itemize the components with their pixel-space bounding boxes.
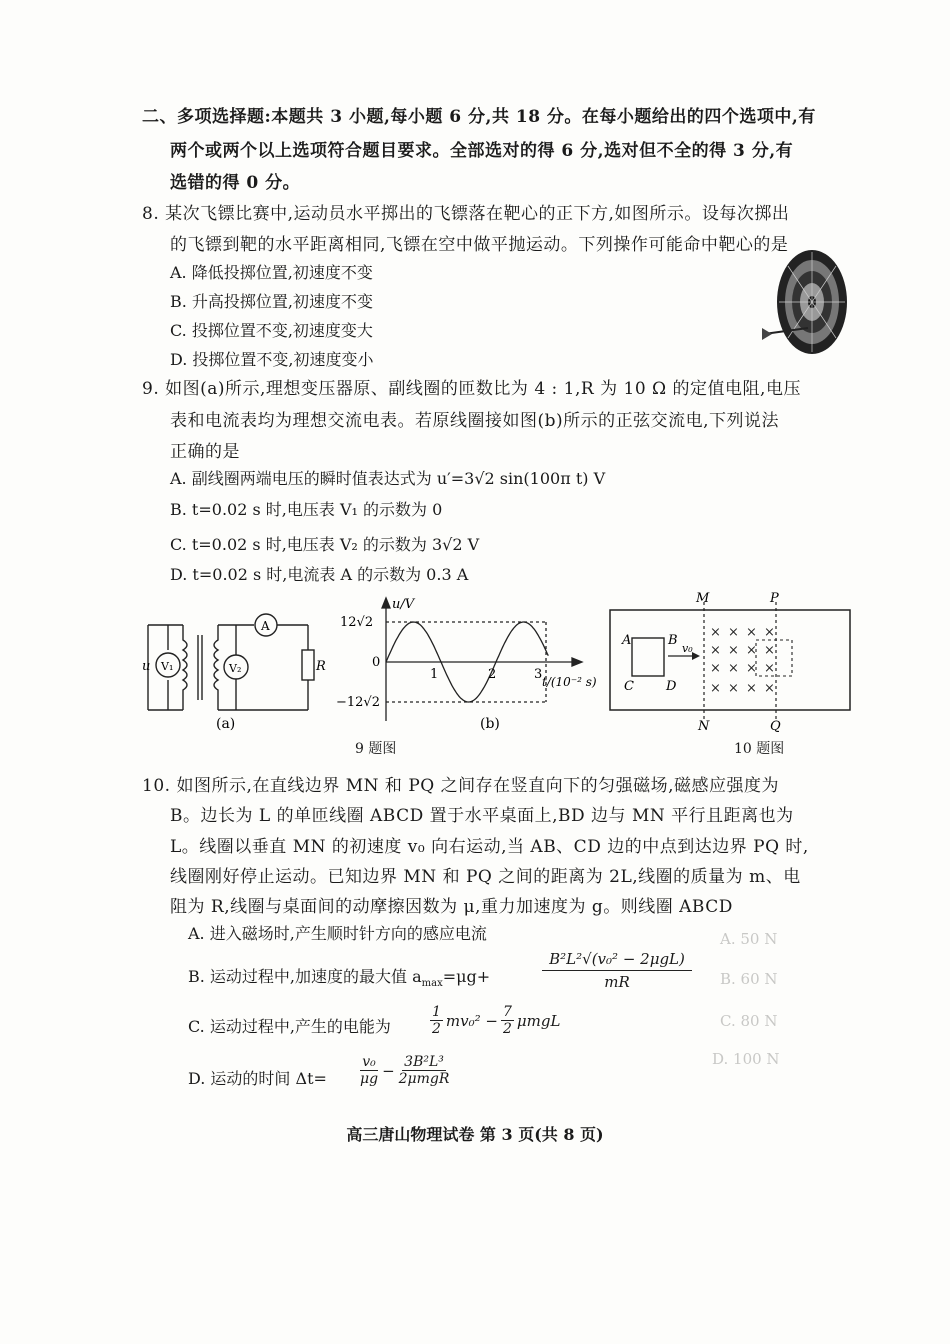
bleed-through-text: C. 80 N	[720, 1012, 778, 1030]
fig9a-r-label: R	[316, 659, 326, 674]
field-cross-mark: ×	[710, 661, 721, 676]
fig9b-x-axis-label: t/(10⁻² s)	[542, 675, 597, 689]
q8-stem: 的飞镖到靶的水平距离相同,飞镖在空中做平抛运动。下列操作可能命中靶心的是	[170, 235, 789, 255]
fig10-label-b: B	[668, 633, 678, 648]
q10-option-d-expression: v₀ μg − 3B²L³ 2μmgR	[360, 1054, 450, 1087]
q9-option-a: A. 副线圈两端电压的瞬时值表达式为 u′=3√2 sin(100π t) V	[170, 469, 606, 488]
field-cross-mark: ×	[746, 681, 757, 696]
fig9b-y-zero-tick: 0	[372, 655, 381, 670]
q10-stem: 10. 如图所示,在直线边界 MN 和 PQ 之间存在竖直向下的匀强磁场,磁感应强度为	[142, 776, 780, 796]
fig10-label-d: D	[666, 679, 677, 694]
section-header-line: 二、多项选择题:本题共 3 小题,每小题 6 分,共 18 分。在每小题给出的四个选项中,有	[142, 107, 816, 127]
field-cross-mark: ×	[764, 681, 775, 696]
fig9b-voltage-graph	[336, 596, 606, 736]
fig10-magnetic-field-diagram	[606, 592, 856, 732]
q8-option-c: C. 投掷位置不变,初速度变大	[170, 321, 373, 340]
fig9b-y-axis-label: u/V	[392, 597, 415, 612]
q8-option-d: D. 投掷位置不变,初速度变小	[170, 350, 374, 369]
q8-option-b: B. 升高投掷位置,初速度不变	[170, 292, 374, 311]
q9-stem: 表和电流表均为理想交流电表。若原线圈接如图(b)所示的正弦交流电,下列说法	[170, 411, 780, 431]
fig9a-v1-label: V₁	[161, 660, 174, 673]
fig9b-y-top-tick: 12√2	[340, 615, 374, 630]
fig10-label-n: N	[698, 719, 710, 732]
fig10-label-m: M	[696, 592, 710, 606]
bleed-through-text: A. 50 N	[720, 930, 778, 948]
fig9a-transformer-circuit	[138, 600, 338, 740]
field-cross-mark: ×	[728, 681, 739, 696]
dartboard-figure	[760, 248, 850, 356]
fig9a-ammeter-label: A	[261, 619, 270, 633]
q10-option-b-fraction: B²L²√(v₀² − 2μgL) mR	[542, 950, 692, 991]
fig10-label-p: P	[770, 592, 779, 606]
q8-stem: 8. 某次飞镖比赛中,运动员水平掷出的飞镖落在靶心的正下方,如图所示。设每次掷出	[142, 204, 790, 224]
fig10-label-q: Q	[770, 719, 781, 732]
q9-stem: 正确的是	[170, 442, 240, 462]
q9-stem: 9. 如图(a)所示,理想变压器原、副线圈的匝数比为 4 : 1,R 为 10 Ω 的定值电阻,电压	[142, 379, 801, 399]
q10-stem: L。线圈以垂直 MN 的初速度 v₀ 向右运动,当 AB、CD 边的中点到达边界 PQ 时,	[170, 837, 809, 857]
q10-option-c-expression: 1 2 mv₀² − $\frac{7}{2}$ μmgL	[432, 1004, 561, 1037]
field-cross-mark: ×	[710, 643, 721, 658]
q9-option-d: D. t=0.02 s 时,电流表 A 的示数为 0.3 A	[170, 565, 469, 584]
field-cross-mark: ×	[746, 661, 757, 676]
q9-option-b: B. t=0.02 s 时,电压表 V₁ 的示数为 0	[170, 500, 443, 519]
field-cross-mark: ×	[728, 625, 739, 640]
fig9b-y-bottom-tick: −12√2	[336, 695, 380, 710]
fig9a-u-label: u	[142, 659, 151, 674]
field-cross-mark: ×	[728, 643, 739, 658]
fig9b-caption: (b)	[480, 716, 500, 732]
q8-option-a: A. 降低投掷位置,初速度不变	[170, 263, 373, 282]
field-cross-mark: ×	[746, 643, 757, 658]
q10-option-c: C. 运动过程中,产生的电能为	[188, 1017, 391, 1036]
page-footer: 高三唐山物理试卷 第 3 页(共 8 页)	[346, 1125, 604, 1144]
fig10-label-c: C	[624, 679, 634, 694]
q10-stem: 线圈刚好停止运动。已知边界 MN 和 PQ 之间的距离为 2L,线圈的质量为 m、电	[170, 867, 801, 887]
q10-stem: 阻为 R,线圈与桌面间的动摩擦因数为 μ,重力加速度为 g。则线圈 ABCD	[170, 897, 733, 917]
bleed-through-text: D. 100 N	[712, 1050, 780, 1068]
q10-option-d: D. 运动的时间 Δt=	[188, 1069, 327, 1088]
q9-option-c: C. t=0.02 s 时,电压表 V₂ 的示数为 3√2 V	[170, 535, 480, 554]
q10-stem: B。边长为 L 的单匝线圈 ABCD 置于水平桌面上,BD 边与 MN 平行且距离也为	[170, 806, 794, 826]
fig10-title: 10 题图	[734, 741, 785, 757]
fig10-label-v0: v₀	[682, 642, 693, 655]
field-cross-mark: ×	[710, 681, 721, 696]
fig10-label-a: A	[622, 633, 632, 648]
field-cross-mark: ×	[764, 643, 775, 658]
q10-option-b: B. 运动过程中,加速度的最大值 $a_{max}=\mu g+$	[188, 967, 491, 990]
field-cross-mark: ×	[764, 625, 775, 640]
fig9b-x-tick-2: 2	[488, 667, 497, 682]
fig9-title: 9 题图	[355, 741, 397, 757]
field-cross-mark: ×	[710, 625, 721, 640]
field-cross-mark: ×	[728, 661, 739, 676]
field-cross-mark: ×	[764, 661, 775, 676]
fig9a-v2-label: V₂	[229, 662, 242, 675]
bleed-through-text: B. 60 N	[720, 970, 778, 988]
fig9a-caption: (a)	[216, 716, 236, 732]
section-header-line: 选错的得 0 分。	[170, 173, 301, 193]
fig9b-x-tick-1: 1	[430, 667, 439, 682]
section-header-line: 两个或两个以上选项符合题目要求。全部选对的得 6 分,选对但不全的得 3 分,有	[170, 141, 794, 161]
q10-option-a: A. 进入磁场时,产生顺时针方向的感应电流	[188, 924, 487, 943]
field-cross-mark: ×	[746, 625, 757, 640]
fig9b-x-tick-3: 3	[534, 667, 543, 682]
